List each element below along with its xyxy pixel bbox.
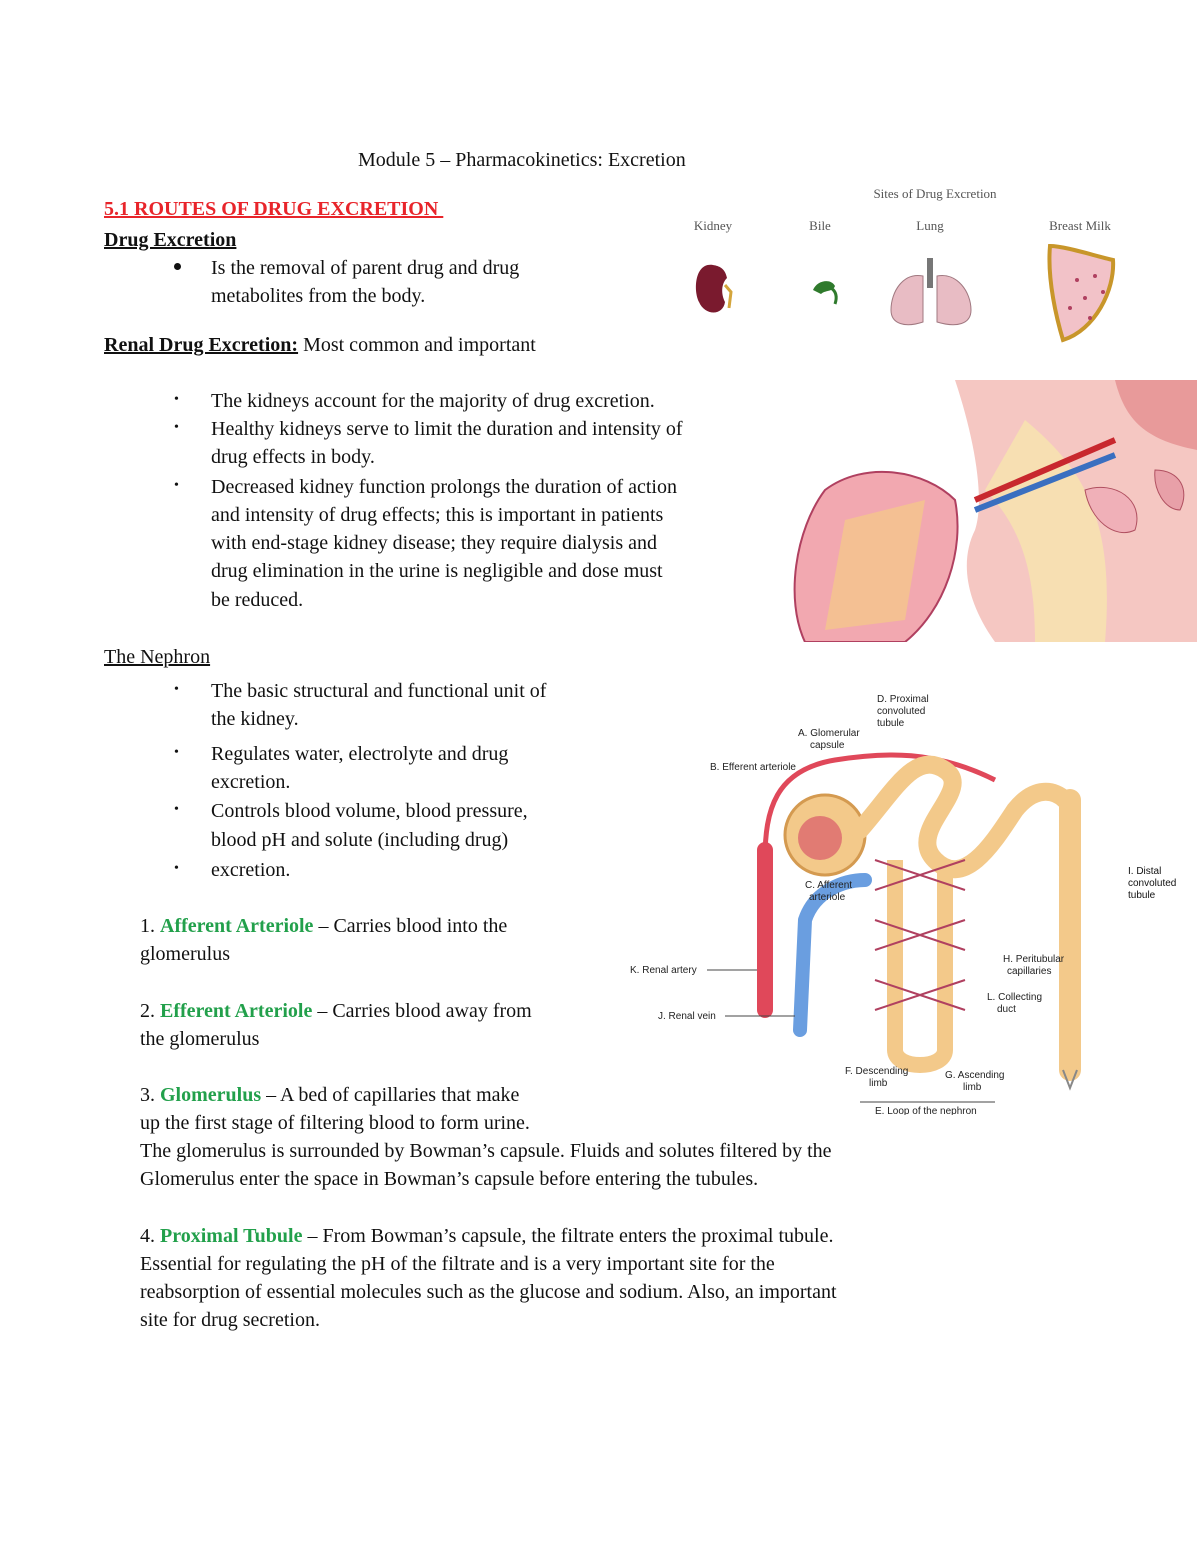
item-number: 3.: [140, 1084, 160, 1106]
bullet-dot: •: [174, 802, 179, 817]
item-glomerulus: [140, 1081, 519, 1109]
kidney-cross-section-figure: [785, 380, 1197, 642]
item-number: 1.: [140, 915, 160, 937]
drug-excretion-line2: metabolites from the body.: [211, 285, 426, 307]
renal-bullet-2b: drug effects in body.: [211, 446, 375, 468]
bullet-dot: •: [174, 745, 179, 760]
bullet-dot: •: [174, 861, 179, 876]
label-collecting: L. Collecting: [987, 992, 1043, 1003]
label-peritubular: H. Peritubular: [1003, 954, 1065, 965]
sites-title: Sites of Drug Excretion: [873, 186, 997, 201]
gallbladder-icon: [813, 281, 836, 304]
site-label-breast-milk: Breast Milk: [1049, 218, 1111, 233]
glomerulus-para-1: The glomerulus is surrounded by Bowman’s capsule. Fluids and solutes filtered by the: [140, 1140, 832, 1162]
nephron-label: The Nephron: [104, 646, 211, 668]
renal-bullet-3c: with end-stage kidney disease; they require dialysis and: [211, 532, 657, 554]
label-proximal: D. Proximal: [877, 694, 929, 705]
item-number: 2.: [140, 1000, 160, 1022]
label-ascending: G. Ascending: [945, 1070, 1005, 1081]
renal-bullet-3a: Decreased kidney function prolongs the duration of action: [211, 476, 677, 498]
nephron-bullet-3b: blood pH and solute (including drug): [211, 829, 509, 851]
label-ascending-2: limb: [963, 1082, 982, 1093]
label-afferent-2: arteriole: [809, 892, 846, 903]
term-glomerulus: Glomerulus: [160, 1084, 262, 1106]
bullet-dot: •: [174, 682, 179, 697]
proximal-line2: Essential for regulating the pH of the filtrate and is a very important site for the: [140, 1253, 775, 1275]
bullet-dot: •: [174, 420, 179, 435]
page-title: Module 5 – Pharmacokinetics: Excretion: [358, 149, 686, 171]
nephron-bullet-1a: The basic structural and functional unit of: [211, 680, 547, 702]
item-afferent: [140, 912, 507, 940]
bullet-dot: •: [174, 392, 179, 407]
renal-desc: Most common and important: [298, 334, 536, 356]
renal-bullet-2a: Healthy kidneys serve to limit the duration and intensity of: [211, 418, 683, 440]
label-distal-group: [1128, 866, 1176, 902]
nephron-bullet-1b: the kidney.: [211, 708, 299, 730]
item-afferent-line2: glomerulus: [140, 943, 230, 965]
term-afferent: Afferent Arteriole: [160, 915, 314, 937]
item-text: – A bed of capillaries that make: [261, 1084, 520, 1106]
proximal-line4: site for drug secretion.: [140, 1309, 320, 1331]
nephron-bullet-3a: Controls blood volume, blood pressure,: [211, 800, 528, 822]
label-proximal-2: convoluted: [877, 706, 926, 717]
section-heading: 5.1 ROUTES OF DRUG EXCRETION: [104, 198, 444, 220]
renal-bullet-3e: be reduced.: [211, 589, 304, 611]
label-descending: F. Descending: [845, 1066, 909, 1077]
label-loop: E. Loop of the nephron: [875, 1106, 977, 1115]
renal-bullet-1: The kidneys account for the majority of drug excretion.: [211, 390, 655, 412]
label-peritubular-2: capillaries: [1007, 966, 1052, 977]
drug-excretion-line1: Is the removal of parent drug and drug: [211, 257, 520, 279]
item-glomerulus-line2: up the first stage of filtering blood to form urine.: [140, 1112, 530, 1134]
renal-line: [104, 331, 536, 359]
renal-bullet-3d: drug elimination in the urine is negligible and dose must: [211, 560, 663, 582]
site-label-bile: Bile: [809, 218, 831, 233]
label-efferent: B. Efferent arteriole: [710, 762, 796, 773]
nephron-bullet-2a: Regulates water, electrolyte and drug: [211, 743, 509, 765]
nephron-bullet-2b: excretion.: [211, 771, 291, 793]
bullet-dot: •: [174, 478, 179, 493]
breast-tissue-icon: [1049, 246, 1113, 340]
term-efferent: Efferent Arteriole: [160, 1000, 313, 1022]
label-distal-3: tubule: [1128, 890, 1156, 901]
sites-of-excretion-figure: [665, 180, 1145, 350]
item-text: – Carries blood away from: [312, 1000, 532, 1022]
item-number: 4.: [140, 1225, 160, 1247]
label-descending-2: limb: [869, 1078, 888, 1089]
bullet-dot: [174, 263, 181, 270]
label-afferent: C. Afferent: [805, 880, 853, 891]
drug-excretion-label: Drug Excretion: [104, 229, 237, 251]
proximal-line3: reabsorption of essential molecules such as the glucose and sodium. Also, an important: [140, 1281, 837, 1303]
label-glomerular: A. Glomerular: [798, 728, 860, 739]
item-text: – From Bowman’s capsule, the filtrate enters the proximal tubule.: [302, 1225, 834, 1247]
lungs-icon: [891, 258, 971, 325]
label-distal: I. Distal: [1128, 866, 1162, 877]
renal-bullet-3b: and intensity of drug effects; this is important in patients: [211, 504, 664, 526]
renal-label: Renal Drug Excretion:: [104, 334, 299, 356]
item-proximal: [140, 1222, 833, 1250]
item-efferent-line2: the glomerulus: [140, 1028, 260, 1050]
label-distal-2: convoluted: [1128, 878, 1177, 889]
label-collecting-2: duct: [997, 1004, 1016, 1015]
term-proximal: Proximal Tubule: [160, 1225, 303, 1247]
kidney-icon: [696, 265, 731, 313]
label-renal-artery: K. Renal artery: [630, 965, 697, 976]
nephron-bullet-4: excretion.: [211, 859, 291, 881]
nephron-figure: [615, 690, 1095, 1115]
item-efferent: [140, 997, 532, 1025]
label-proximal-3: tubule: [877, 718, 905, 729]
item-text: – Carries blood into the: [313, 915, 508, 937]
label-renal-vein: J. Renal vein: [658, 1011, 716, 1022]
label-glomerular-2: capsule: [810, 740, 845, 751]
glomerulus-para-2: Glomerulus enter the space in Bowman’s capsule before entering the tubules.: [140, 1168, 759, 1190]
site-label-lung: Lung: [916, 218, 944, 233]
site-label-kidney: Kidney: [693, 218, 733, 233]
